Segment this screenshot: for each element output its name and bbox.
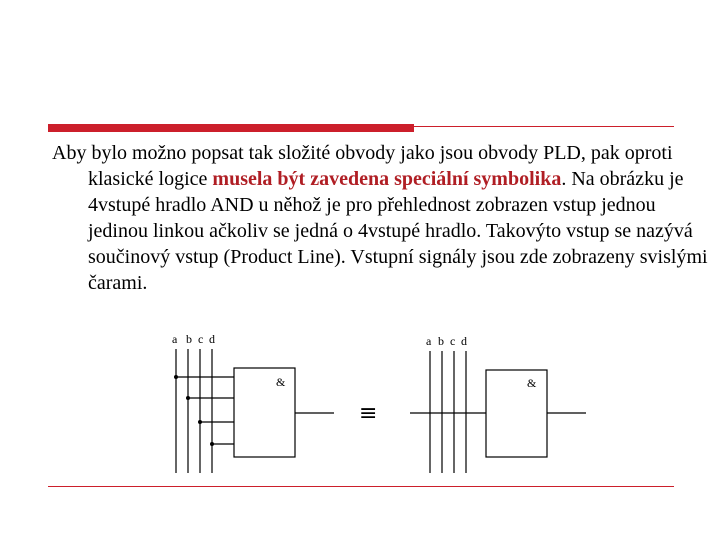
logic-diagram-figure	[156, 323, 600, 477]
right-input-label-b: b	[438, 334, 444, 348]
paragraph-text-1: Aby bylo možno popsat tak složité obvody jako jsou obvody PLD, pak oproti klasické logice	[52, 142, 673, 190]
left-input-label-c: c	[198, 332, 204, 346]
right-diagram	[410, 334, 586, 473]
left-junction-dot	[210, 442, 214, 446]
right-input-label-c: c	[450, 334, 456, 348]
left-junction-dot	[174, 375, 178, 379]
right-gate-symbol: &	[527, 376, 537, 390]
left-gate-symbol: &	[276, 375, 286, 389]
top-divider-line	[414, 126, 674, 127]
left-input-label-a: a	[172, 332, 178, 346]
left-input-label-b: b	[186, 332, 192, 346]
equivalence-symbol: ≡	[359, 401, 378, 426]
right-input-label-d: d	[461, 334, 467, 348]
left-junction-dot	[186, 396, 190, 400]
bottom-divider-line	[48, 486, 674, 487]
diagram-canvas	[156, 323, 600, 477]
left-junction-dot	[198, 420, 202, 424]
title-accent-bar	[48, 124, 414, 132]
paragraph-text-2: . Na obrázku je 4vstupé hradlo AND u něhož je pro přehlednost zobrazen vstup jednou jedinou linkou ačkoliv se jedná o 4vstupé hradlo. Takovýto vstup se nazývá součinový vstup (Product Line). Vstupní signály jsou zde zobrazeny svislými čarami.	[88, 168, 708, 294]
left-and-gate-box	[234, 368, 295, 457]
highlighted-phrase: musela být zavedena speciální symbolika	[212, 168, 562, 190]
right-input-label-a: a	[426, 334, 432, 348]
left-input-label-d: d	[209, 332, 215, 346]
left-diagram	[172, 332, 334, 473]
right-and-gate-box	[486, 370, 547, 457]
body-paragraph	[52, 140, 708, 296]
